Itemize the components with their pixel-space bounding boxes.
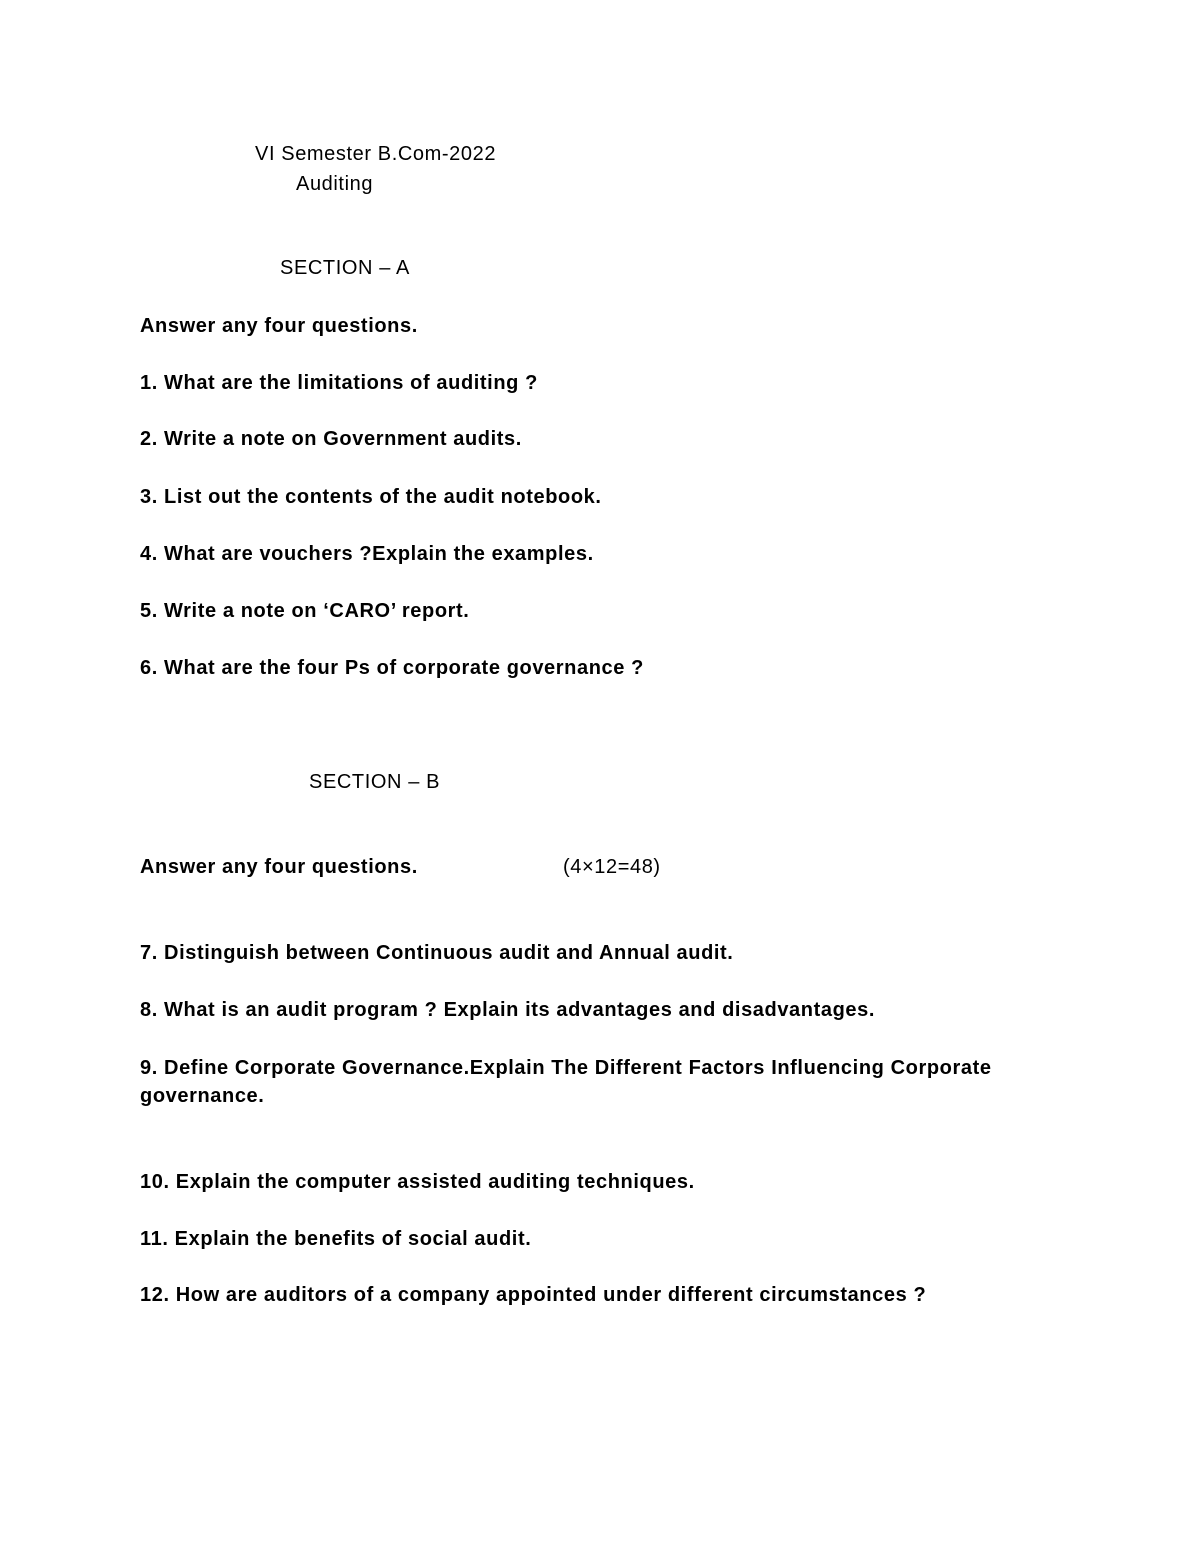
question-9: 9. Define Corporate Governance.Explain The Different Factors Influencing Corporate governance. <box>140 1057 992 1107</box>
question-2: 2. Write a note on Government audits. <box>140 428 522 450</box>
subject-title: Auditing <box>296 173 374 195</box>
question-6: 6. What are the four Ps of corporate governance ? <box>140 657 644 679</box>
exam-title: VI Semester B.Com-2022 <box>255 143 497 165</box>
question-4: 4. What are vouchers ?Explain the examples. <box>140 543 594 565</box>
section-b-title: SECTION – B <box>309 771 441 793</box>
section-b-instruction: Answer any four questions. <box>140 856 418 878</box>
section-a-title: SECTION – A <box>280 257 410 279</box>
question-5: 5. Write a note on ‘CARO’ report. <box>140 600 470 622</box>
section-b-marks: (4×12=48) <box>563 856 661 878</box>
question-11: 11. Explain the benefits of social audit. <box>140 1228 532 1250</box>
question-12: 12. How are auditors of a company appointed under different circumstances ? <box>140 1284 927 1306</box>
section-a-instruction: Answer any four questions. <box>140 315 418 337</box>
question-3: 3. List out the contents of the audit notebook. <box>140 486 602 508</box>
question-8: 8. What is an audit program ? Explain its advantages and disadvantages. <box>140 999 875 1021</box>
question-10: 10. Explain the computer assisted auditing techniques. <box>140 1171 695 1193</box>
question-7: 7. Distinguish between Continuous audit and Annual audit. <box>140 942 734 964</box>
question-1: 1. What are the limitations of auditing ? <box>140 372 538 394</box>
